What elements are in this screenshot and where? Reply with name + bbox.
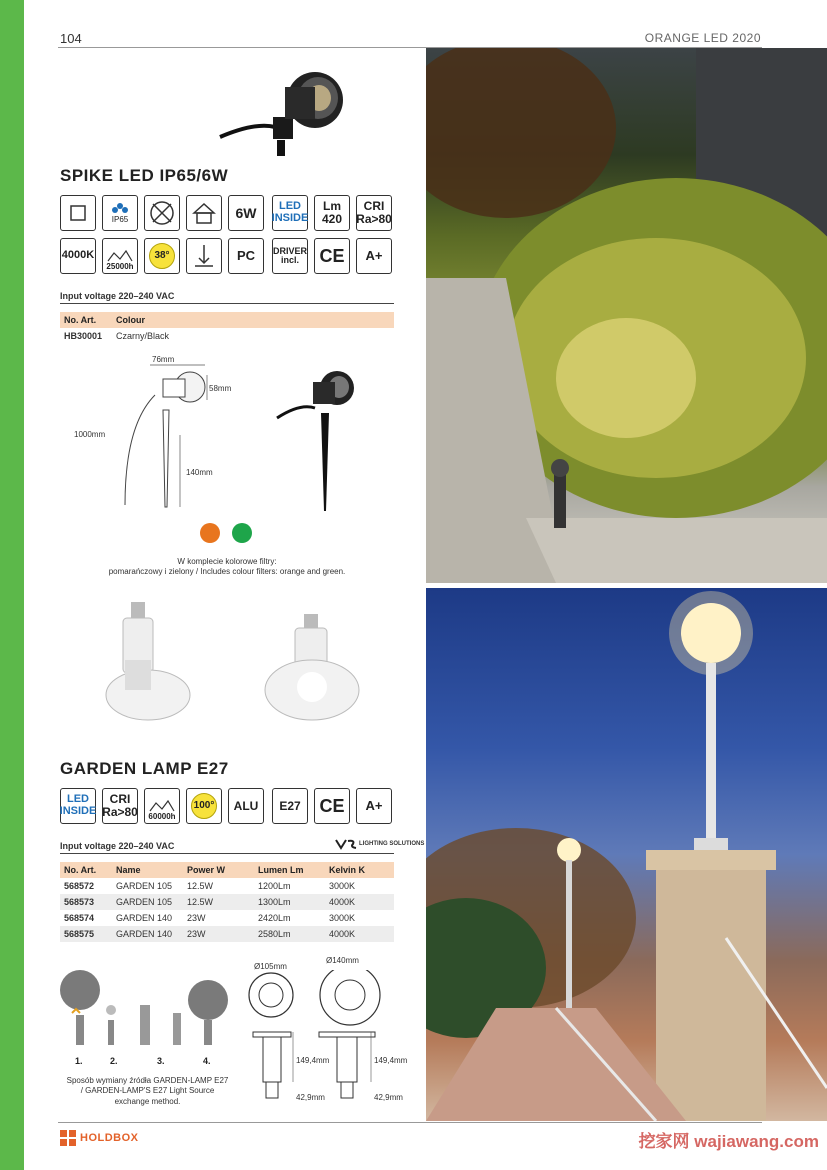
page-number: 104: [60, 31, 82, 46]
beam-angle-icon: 38°: [144, 238, 180, 274]
table-cell: 23W: [187, 913, 206, 923]
table-header-cell: Power W: [183, 862, 254, 878]
table-cell: GARDEN 140: [112, 926, 183, 942]
vs-lighting-logo: LIGHTING SOLUTIONS: [335, 838, 424, 850]
ce-mark-icon: CE: [314, 788, 350, 824]
spike-input-voltage: Input voltage 220–240 VAC: [60, 291, 175, 301]
table-cell: 568575: [60, 926, 112, 942]
led-inside-icon: [272, 195, 308, 231]
table-cell: 568573: [60, 894, 112, 910]
spike-section-title: SPIKE LED IP65/6W: [60, 166, 229, 185]
table-header-row: [60, 312, 394, 328]
spike-product-side-image: [275, 368, 365, 518]
table-cell: GARDEN 105: [116, 881, 173, 891]
cri-icon: [356, 195, 392, 231]
power-6w-icon: 6W: [228, 195, 264, 231]
holdbox-icon: [60, 1130, 76, 1146]
garden-lamp-140-image: [262, 612, 362, 732]
table-cell: GARDEN 105: [112, 894, 183, 910]
beam-angle-icon: 100°: [186, 788, 222, 824]
side-color-bar: [0, 0, 24, 1170]
garden-rule: [60, 853, 394, 854]
dim-h1-label: 149,4mm: [296, 1056, 330, 1065]
icon-label-line: 420: [321, 212, 343, 226]
garden-input-voltage: Input voltage 220–240 VAC: [60, 841, 175, 851]
lifetime-icon: 25000h: [102, 238, 138, 274]
ce-mark-icon: CE: [314, 238, 350, 274]
garden-lamp-105-image: [103, 600, 193, 730]
dim-h2-label: 149,4mm: [374, 1056, 408, 1065]
garden-section-title: GARDEN LAMP E27: [60, 759, 229, 778]
icon-label-line: CRI: [363, 199, 385, 214]
icon-label-line: LED: [279, 200, 301, 213]
dim-width-label: 76mm: [152, 355, 175, 364]
table-cell: 3000K: [329, 913, 356, 923]
table-cell: 568574: [64, 913, 95, 923]
table-row: [60, 878, 394, 894]
dim-spike-label: 140mm: [186, 468, 213, 477]
cri-icon: [102, 788, 138, 824]
table-cell: 1200Lm: [258, 881, 291, 891]
dim-cable-label: 1000mm: [74, 430, 106, 439]
dim-b2-label: 42,9mm: [374, 1093, 403, 1102]
table-header-cell: Colour: [112, 312, 394, 328]
icon-label-line: incl.: [280, 255, 299, 265]
orange-filter-swatch: [200, 523, 220, 543]
step-label: 2.: [110, 1056, 118, 1066]
ip65-icon: IP65: [102, 195, 138, 231]
alu-material-icon: ALU: [228, 788, 264, 824]
table-header-cell: Kelvin K: [325, 862, 394, 878]
running-head: ORANGE LED 2020: [644, 31, 761, 45]
led-inside-icon: [60, 788, 96, 824]
step-label: 1.: [75, 1056, 83, 1066]
icon-label-line: DRIVER: [273, 245, 308, 256]
exchange-caption: Sposób wymiany źródła GARDEN-LAMP E27 / GARDEN-LAMP'S E27 Light Source exchange method.: [66, 1076, 229, 1106]
ground-spike-icon: [186, 238, 222, 274]
table-row: [60, 328, 394, 344]
icon-label-line: Ra>80: [356, 212, 392, 226]
table-cell: GARDEN 140: [116, 913, 173, 923]
color-temp-icon: 4000K: [60, 238, 96, 274]
e27-socket-icon: E27: [272, 788, 308, 824]
garden-spike-photo: [426, 48, 827, 583]
icon-label-line: Ra>80: [102, 805, 138, 819]
spike-rule: [60, 303, 394, 304]
table-cell: 4000K: [325, 926, 394, 942]
icon-label-line: INSIDE: [59, 805, 97, 817]
dim-height-label: 58mm: [209, 384, 232, 393]
lumen-icon: [314, 195, 350, 231]
table-row: [60, 894, 394, 910]
table-cell: 568572: [64, 881, 95, 891]
step-label: 3.: [157, 1056, 165, 1066]
garden-article-table: [60, 862, 394, 942]
lifetime-icon: 60000h: [144, 788, 180, 824]
watermark: 挖家网 wajiawang.com: [638, 1132, 819, 1151]
driver-incl-icon: [272, 238, 308, 274]
no-dimmer-icon: [144, 195, 180, 231]
footer-rule: [58, 1122, 762, 1123]
dim-d105-label: Ø105mm: [254, 962, 287, 971]
table-cell: HB30001: [64, 331, 103, 341]
energy-class-icon: A+: [356, 788, 392, 824]
table-cell: 12.5W: [183, 894, 254, 910]
energy-class-icon: A+: [356, 238, 392, 274]
step-label: 4.: [203, 1056, 211, 1066]
table-header-cell: Lumen Lm: [254, 862, 325, 878]
icon-label-line: CRI: [109, 792, 131, 807]
table-cell: Czarny/Black: [116, 331, 170, 341]
table-header-cell: No. Art.: [60, 862, 112, 878]
icon-label-line: INSIDE: [271, 212, 309, 224]
street-lamp-photo: [426, 588, 827, 1121]
table-cell: 1300Lm: [254, 894, 325, 910]
table-cell: 2420Lm: [258, 913, 291, 923]
table-cell: 12.5W: [187, 881, 214, 891]
table-cell: 3000K: [329, 881, 356, 891]
icon-label-line: Lm: [323, 199, 341, 214]
square-class-icon: [60, 195, 96, 231]
holdbox-logo: HOLDBOX: [60, 1130, 139, 1146]
table-cell: 4000K: [325, 894, 394, 910]
table-row: [60, 910, 394, 926]
spike-dimension-drawing: [95, 355, 245, 520]
dim-d140-label: Ø140mm: [326, 956, 359, 965]
table-cell: 23W: [183, 926, 254, 942]
pc-material-icon: PC: [228, 238, 264, 274]
green-filter-swatch: [232, 523, 252, 543]
table-header-cell: No. Art.: [60, 312, 112, 328]
filter-caption: W komplecie kolorowe filtry: pomarańczowy i zielony / Includes colour filters: orange and green.: [108, 557, 346, 577]
dim-b1-label: 42,9mm: [296, 1093, 325, 1102]
table-header-row: [60, 862, 394, 878]
icon-label-line: LED: [67, 793, 89, 806]
outdoor-house-icon: [186, 195, 222, 231]
spike-product-image: [215, 62, 355, 167]
exchange-steps-drawing: [58, 965, 233, 1060]
spike-article-table: [60, 312, 394, 344]
table-cell: 2580Lm: [254, 926, 325, 942]
table-header-cell: Name: [112, 862, 183, 878]
table-row: [60, 926, 394, 942]
